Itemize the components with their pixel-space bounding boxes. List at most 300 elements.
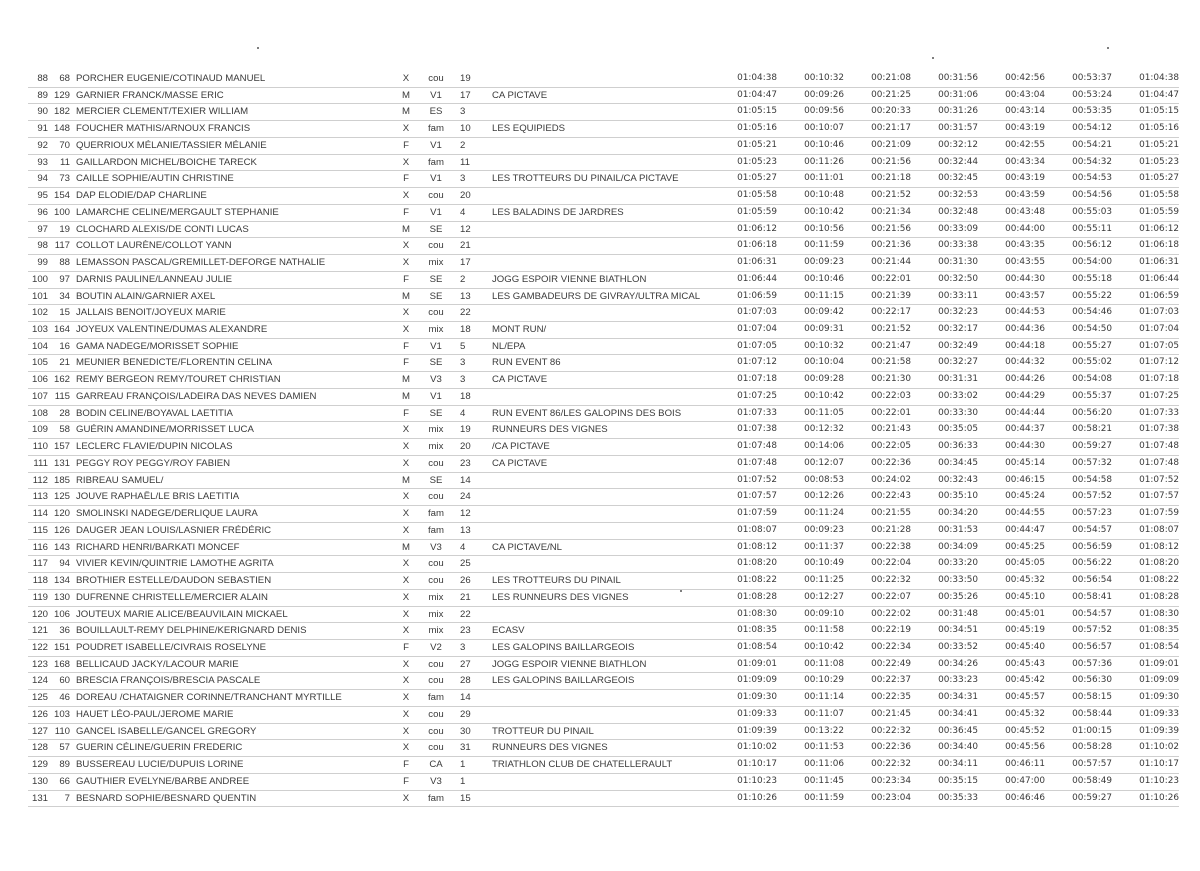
bib-cell: 168 [48,656,70,673]
split-3-cell: 00:34:41 [911,706,978,723]
category-cell: SE [416,355,456,372]
split-1-cell: 00:11:26 [777,154,844,171]
team-name-cell: BODIN CELINE/BOYAVAL LAETITIA [70,405,396,422]
bib-cell: 57 [48,740,70,757]
split-3-cell: 00:34:45 [911,455,978,472]
split-2-cell: 00:22:19 [844,623,911,640]
split-5-cell: 00:56:54 [1045,573,1112,590]
club-cell [486,255,710,272]
sex-cell: F [396,773,416,790]
category-cell: fam [416,690,456,707]
place-cell: 90 [28,104,48,121]
split-4-cell: 00:43:19 [978,171,1045,188]
split-1-cell: 00:10:56 [777,221,844,238]
category-rank-cell: 17 [456,87,486,104]
final-time-cell: 01:08:28 [1112,589,1179,606]
place-cell: 131 [28,790,48,807]
time-cell: 01:05:27 [710,171,777,188]
sex-cell: X [396,322,416,339]
split-5-cell: 00:57:23 [1045,506,1112,523]
table-row [28,137,1179,154]
team-name-cell: BESNARD SOPHIE/BESNARD QUENTIN [70,790,396,807]
split-3-cell: 00:33:38 [911,238,978,255]
bib-cell: 162 [48,372,70,389]
final-time-cell: 01:07:59 [1112,506,1179,523]
final-time-cell: 01:05:23 [1112,154,1179,171]
split-3-cell: 00:33:30 [911,405,978,422]
split-1-cell: 00:10:32 [777,71,844,87]
category-rank-cell: 20 [456,439,486,456]
split-1-cell: 00:11:08 [777,656,844,673]
team-name-cell: FOUCHER MATHIS/ARNOUX FRANCIS [70,121,396,138]
bib-cell: 89 [48,757,70,774]
sex-cell: M [396,539,416,556]
place-cell: 110 [28,439,48,456]
club-cell: JOGG ESPOIR VIENNE BIATHLON [486,271,710,288]
category-rank-cell: 26 [456,573,486,590]
team-name-cell: BOUILLAULT-REMY DELPHINE/KERIGNARD DENIS [70,623,396,640]
split-4-cell: 00:45:52 [978,723,1045,740]
split-5-cell: 00:58:41 [1045,589,1112,606]
split-1-cell: 00:10:42 [777,639,844,656]
split-1-cell: 00:10:42 [777,204,844,221]
final-time-cell: 01:07:48 [1112,455,1179,472]
place-cell: 88 [28,71,48,87]
place-cell: 99 [28,255,48,272]
club-cell: LES GALOPINS BAILLARGEOIS [486,673,710,690]
time-cell: 01:08:12 [710,539,777,556]
category-rank-cell: 3 [456,639,486,656]
category-rank-cell: 3 [456,372,486,389]
category-cell: SE [416,405,456,422]
category-cell: cou [416,656,456,673]
split-4-cell: 00:44:44 [978,405,1045,422]
split-3-cell: 00:32:43 [911,472,978,489]
split-3-cell: 00:35:05 [911,422,978,439]
split-5-cell: 00:56:30 [1045,673,1112,690]
split-5-cell: 00:57:36 [1045,656,1112,673]
split-4-cell: 00:46:15 [978,472,1045,489]
place-cell: 113 [28,489,48,506]
sex-cell: M [396,372,416,389]
table-row [28,639,1179,656]
category-cell: cou [416,305,456,322]
table-row [28,87,1179,104]
time-cell: 01:07:48 [710,439,777,456]
split-3-cell: 00:32:49 [911,338,978,355]
category-cell: cou [416,556,456,573]
club-cell: ECASV [486,623,710,640]
club-cell [486,773,710,790]
team-name-cell: DOREAU /CHATAIGNER CORINNE/TRANCHANT MYRTILLE [70,690,396,707]
bib-cell: 16 [48,338,70,355]
split-3-cell: 00:31:48 [911,606,978,623]
split-2-cell: 00:22:17 [844,305,911,322]
table-row [28,221,1179,238]
split-1-cell: 00:09:31 [777,322,844,339]
split-5-cell: 00:54:46 [1045,305,1112,322]
split-5-cell: 00:54:21 [1045,137,1112,154]
club-cell: LES TROTTEURS DU PINAIL [486,573,710,590]
category-cell: cou [416,71,456,87]
table-row [28,322,1179,339]
final-time-cell: 01:07:04 [1112,322,1179,339]
sex-cell: X [396,522,416,539]
club-cell: RUNNEURS DES VIGNES [486,740,710,757]
split-3-cell: 00:31:26 [911,104,978,121]
scan-speck [1107,47,1109,49]
split-1-cell: 00:10:46 [777,271,844,288]
final-time-cell: 01:07:33 [1112,405,1179,422]
final-time-cell: 01:10:02 [1112,740,1179,757]
category-rank-cell: 5 [456,338,486,355]
time-cell: 01:07:52 [710,472,777,489]
split-2-cell: 00:22:36 [844,455,911,472]
table-row [28,790,1179,807]
category-cell: cou [416,238,456,255]
category-cell: mix [416,255,456,272]
split-4-cell: 00:44:30 [978,271,1045,288]
split-4-cell: 00:43:19 [978,121,1045,138]
split-3-cell: 00:34:31 [911,690,978,707]
split-3-cell: 00:35:10 [911,489,978,506]
table-row [28,71,1179,87]
split-3-cell: 00:34:51 [911,623,978,640]
sex-cell: F [396,137,416,154]
split-1-cell: 00:12:27 [777,589,844,606]
split-5-cell: 00:54:08 [1045,372,1112,389]
sex-cell: X [396,255,416,272]
split-4-cell: 00:44:00 [978,221,1045,238]
split-5-cell: 00:58:15 [1045,690,1112,707]
sex-cell: X [396,188,416,205]
split-3-cell: 00:32:17 [911,322,978,339]
category-rank-cell: 21 [456,589,486,606]
split-4-cell: 00:45:14 [978,455,1045,472]
category-rank-cell: 12 [456,506,486,523]
category-rank-cell: 12 [456,221,486,238]
scan-speck [932,57,934,59]
split-1-cell: 00:10:07 [777,121,844,138]
split-5-cell: 00:55:02 [1045,355,1112,372]
final-time-cell: 01:08:22 [1112,573,1179,590]
category-cell: SE [416,288,456,305]
category-rank-cell: 25 [456,556,486,573]
team-name-cell: VIVIER KEVIN/QUINTRIE LAMOTHE AGRITA [70,556,396,573]
split-1-cell: 00:11:59 [777,790,844,807]
club-cell: CA PICTAVE [486,87,710,104]
split-3-cell: 00:35:26 [911,589,978,606]
sex-cell: X [396,573,416,590]
split-2-cell: 00:23:34 [844,773,911,790]
time-cell: 01:05:21 [710,137,777,154]
split-4-cell: 00:44:47 [978,522,1045,539]
split-2-cell: 00:22:02 [844,606,911,623]
sex-cell: F [396,271,416,288]
category-cell: cou [416,740,456,757]
category-rank-cell: 29 [456,706,486,723]
final-time-cell: 01:05:58 [1112,188,1179,205]
split-5-cell: 00:54:12 [1045,121,1112,138]
table-row [28,439,1179,456]
bib-cell: 7 [48,790,70,807]
bib-cell: 70 [48,137,70,154]
split-5-cell: 00:55:11 [1045,221,1112,238]
split-5-cell: 00:55:22 [1045,288,1112,305]
time-cell: 01:08:22 [710,573,777,590]
split-3-cell: 00:34:26 [911,656,978,673]
split-5-cell: 00:59:27 [1045,439,1112,456]
split-2-cell: 00:21:30 [844,372,911,389]
split-5-cell: 00:56:59 [1045,539,1112,556]
time-cell: 01:09:09 [710,673,777,690]
split-3-cell: 00:31:57 [911,121,978,138]
split-1-cell: 00:09:23 [777,522,844,539]
final-time-cell: 01:05:27 [1112,171,1179,188]
sex-cell: F [396,757,416,774]
table-row [28,255,1179,272]
category-cell: V1 [416,338,456,355]
split-1-cell: 00:11:53 [777,740,844,757]
split-5-cell: 00:54:50 [1045,322,1112,339]
bib-cell: 130 [48,589,70,606]
bib-cell: 66 [48,773,70,790]
club-cell: /CA PICTAVE [486,439,710,456]
split-4-cell: 00:43:34 [978,154,1045,171]
split-1-cell: 00:11:25 [777,573,844,590]
team-name-cell: CAILLE SOPHIE/AUTIN CHRISTINE [70,171,396,188]
split-2-cell: 00:22:49 [844,656,911,673]
final-time-cell: 01:07:03 [1112,305,1179,322]
split-1-cell: 00:11:14 [777,690,844,707]
split-4-cell: 00:46:46 [978,790,1045,807]
category-rank-cell: 13 [456,522,486,539]
final-time-cell: 01:07:25 [1112,388,1179,405]
category-cell: mix [416,439,456,456]
split-2-cell: 00:22:04 [844,556,911,573]
category-rank-cell: 28 [456,673,486,690]
club-cell: RUN EVENT 86/LES GALOPINS DES BOIS [486,405,710,422]
split-1-cell: 00:09:10 [777,606,844,623]
sex-cell: X [396,305,416,322]
category-rank-cell: 14 [456,472,486,489]
split-2-cell: 00:21:25 [844,87,911,104]
category-rank-cell: 2 [456,271,486,288]
place-cell: 118 [28,573,48,590]
split-3-cell: 00:31:53 [911,522,978,539]
team-name-cell: HAUET LÉO-PAUL/JEROME MARIE [70,706,396,723]
table-row [28,706,1179,723]
bib-cell: 117 [48,238,70,255]
table-row [28,656,1179,673]
team-name-cell: JOYEUX VALENTINE/DUMAS ALEXANDRE [70,322,396,339]
split-3-cell: 00:32:44 [911,154,978,171]
bib-cell: 46 [48,690,70,707]
place-cell: 108 [28,405,48,422]
final-time-cell: 01:08:07 [1112,522,1179,539]
split-5-cell: 01:00:15 [1045,723,1112,740]
team-name-cell: BUSSEREAU LUCIE/DUPUIS LORINE [70,757,396,774]
place-cell: 112 [28,472,48,489]
split-4-cell: 00:47:00 [978,773,1045,790]
split-4-cell: 00:45:56 [978,740,1045,757]
sex-cell: X [396,673,416,690]
table-row [28,121,1179,138]
split-1-cell: 00:12:32 [777,422,844,439]
team-name-cell: GUERIN CÉLINE/GUERIN FREDERIC [70,740,396,757]
final-time-cell: 01:05:21 [1112,137,1179,154]
bib-cell: 164 [48,322,70,339]
category-cell: V3 [416,773,456,790]
category-rank-cell: 11 [456,154,486,171]
final-time-cell: 01:07:18 [1112,372,1179,389]
table-row [28,556,1179,573]
time-cell: 01:10:02 [710,740,777,757]
split-1-cell: 00:09:56 [777,104,844,121]
time-cell: 01:07:05 [710,338,777,355]
split-4-cell: 00:45:43 [978,656,1045,673]
category-rank-cell: 23 [456,623,486,640]
club-cell [486,472,710,489]
split-4-cell: 00:44:53 [978,305,1045,322]
split-5-cell: 00:57:52 [1045,489,1112,506]
sex-cell: X [396,506,416,523]
place-cell: 115 [28,522,48,539]
time-cell: 01:06:59 [710,288,777,305]
place-cell: 111 [28,455,48,472]
split-3-cell: 00:34:11 [911,757,978,774]
time-cell: 01:08:30 [710,606,777,623]
split-2-cell: 00:22:01 [844,405,911,422]
club-cell [486,506,710,523]
split-5-cell: 00:56:12 [1045,238,1112,255]
table-row [28,757,1179,774]
club-cell [486,71,710,87]
category-cell: fam [416,506,456,523]
category-rank-cell: 23 [456,455,486,472]
time-cell: 01:07:25 [710,388,777,405]
category-rank-cell: 1 [456,757,486,774]
time-cell: 01:08:20 [710,556,777,573]
split-4-cell: 00:43:57 [978,288,1045,305]
category-rank-cell: 21 [456,238,486,255]
table-row [28,455,1179,472]
split-1-cell: 00:11:07 [777,706,844,723]
final-time-cell: 01:08:20 [1112,556,1179,573]
split-2-cell: 00:22:37 [844,673,911,690]
split-5-cell: 00:53:24 [1045,87,1112,104]
club-cell [486,137,710,154]
table-row [28,288,1179,305]
table-row [28,405,1179,422]
final-time-cell: 01:06:59 [1112,288,1179,305]
final-time-cell: 01:09:33 [1112,706,1179,723]
table-row [28,338,1179,355]
split-4-cell: 00:43:55 [978,255,1045,272]
bib-cell: 120 [48,506,70,523]
bib-cell: 88 [48,255,70,272]
split-2-cell: 00:22:38 [844,539,911,556]
category-rank-cell: 22 [456,305,486,322]
split-2-cell: 00:21:52 [844,322,911,339]
category-cell: cou [416,723,456,740]
scan-speck [257,47,259,49]
place-cell: 103 [28,322,48,339]
category-cell: cou [416,573,456,590]
club-cell [486,556,710,573]
split-4-cell: 00:43:48 [978,204,1045,221]
split-2-cell: 00:22:35 [844,690,911,707]
team-name-cell: MEUNIER BENEDICTE/FLORENTIN CELINA [70,355,396,372]
split-5-cell: 00:55:03 [1045,204,1112,221]
time-cell: 01:08:07 [710,522,777,539]
category-rank-cell: 4 [456,539,486,556]
table-row [28,154,1179,171]
table-row [28,238,1179,255]
time-cell: 01:04:38 [710,71,777,87]
club-cell: LES GAMBADEURS DE GIVRAY/ULTRA MICAL [486,288,710,305]
bib-cell: 151 [48,639,70,656]
bib-cell: 68 [48,71,70,87]
category-rank-cell: 1 [456,773,486,790]
split-5-cell: 00:58:49 [1045,773,1112,790]
category-cell: cou [416,673,456,690]
split-2-cell: 00:21:52 [844,188,911,205]
split-3-cell: 00:31:30 [911,255,978,272]
bib-cell: 60 [48,673,70,690]
club-cell [486,489,710,506]
sex-cell: X [396,740,416,757]
split-5-cell: 00:53:35 [1045,104,1112,121]
time-cell: 01:04:47 [710,87,777,104]
bib-cell: 94 [48,556,70,573]
bib-cell: 157 [48,439,70,456]
sex-cell: X [396,439,416,456]
split-1-cell: 00:10:48 [777,188,844,205]
place-cell: 129 [28,757,48,774]
split-2-cell: 00:21:56 [844,154,911,171]
place-cell: 93 [28,154,48,171]
team-name-cell: MERCIER CLEMENT/TEXIER WILLIAM [70,104,396,121]
place-cell: 125 [28,690,48,707]
time-cell: 01:09:30 [710,690,777,707]
sex-cell: M [396,87,416,104]
team-name-cell: DAUGER JEAN LOUIS/LASNIER FRÉDÉRIC [70,522,396,539]
split-1-cell: 00:11:37 [777,539,844,556]
category-cell: cou [416,489,456,506]
final-time-cell: 01:09:09 [1112,673,1179,690]
category-cell: V1 [416,388,456,405]
club-cell: TRIATHLON CLUB DE CHATELLERAULT [486,757,710,774]
category-rank-cell: 30 [456,723,486,740]
split-4-cell: 00:44:32 [978,355,1045,372]
split-4-cell: 00:45:40 [978,639,1045,656]
bib-cell: 106 [48,606,70,623]
bib-cell: 19 [48,221,70,238]
split-3-cell: 00:32:23 [911,305,978,322]
split-2-cell: 00:21:39 [844,288,911,305]
category-cell: V3 [416,372,456,389]
table-row [28,472,1179,489]
split-1-cell: 00:10:32 [777,338,844,355]
bib-cell: 28 [48,405,70,422]
split-2-cell: 00:21:17 [844,121,911,138]
split-2-cell: 00:22:36 [844,740,911,757]
category-rank-cell: 19 [456,71,486,87]
club-cell: NL/EPA [486,338,710,355]
bib-cell: 115 [48,388,70,405]
split-4-cell: 00:42:55 [978,137,1045,154]
